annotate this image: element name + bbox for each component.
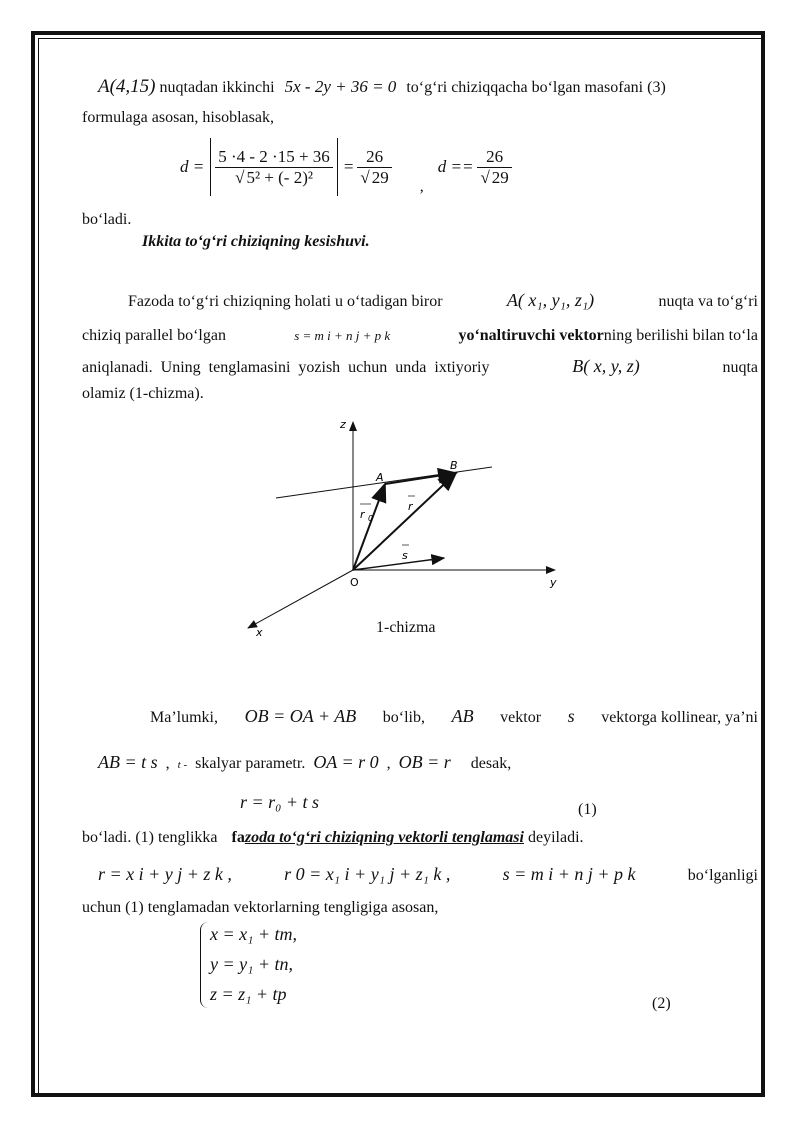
vector-r0 (353, 484, 385, 570)
label-r: r (408, 500, 413, 513)
p3-ob-r: OB = r (398, 752, 451, 772)
label-a: A (376, 471, 384, 484)
p3-malumki: Ma’lumki, (150, 709, 218, 726)
formula-d: d = (180, 157, 205, 176)
p2-text-b: nuqta va to‘g‘ri (658, 293, 758, 310)
paragraph-5: uchun (1) tenglamadan vektorlarning tengligiga asosan, (82, 899, 439, 916)
vector-s (353, 558, 444, 570)
line-equation: 5x - 2y + 36 = 0 (284, 77, 397, 96)
p4-text-b: deyiladi. (527, 829, 584, 846)
result2-denominator-wrap: √ 29 (480, 167, 509, 187)
label-y: y (550, 576, 557, 589)
result-numerator: 26 (357, 147, 391, 168)
point-a: A(4,15) (98, 76, 156, 97)
vector-r0-components: r 0 = x₁ i + y₁ j + z₁ k , (284, 864, 451, 884)
p4-term: zoda to‘g‘ri chiziqning vektorli tenglamasi (244, 829, 524, 846)
label-x: x (256, 626, 263, 639)
equation-1-number: (1) (578, 801, 597, 818)
section-heading: Ikkita to‘g‘ri chiziqning kesishuvi. (142, 233, 370, 250)
paragraph-2-line-1 (128, 290, 758, 312)
paragraph-1-line-1 (98, 76, 666, 98)
result-fraction (357, 147, 391, 188)
p2-point-a: A( x₁, y₁, z₁) (506, 290, 595, 310)
p3-eq-ob: OB = OA + AB (244, 706, 357, 726)
p3-desak: desak, (470, 755, 512, 772)
system-line-1: x = x₁ + tm, (210, 924, 298, 944)
p2-text-vektor (458, 326, 758, 346)
formula-fraction (215, 147, 333, 188)
distance-formula (180, 132, 512, 202)
label-r0-sub: 0 (368, 514, 374, 523)
formula-comma: , (419, 178, 424, 195)
formula-d2: d == (437, 157, 474, 176)
result-fraction-2 (477, 147, 511, 188)
system-line-3: z = z₁ + tp (210, 984, 287, 1004)
system-line-2: y = y₁ + tn, (210, 954, 294, 974)
text-nuqtadan: nuqtadan ikkinchi (159, 79, 275, 96)
formula-denominator-wrap: √ 5² + (- 2)² (235, 167, 313, 187)
p3-ab: AB (451, 706, 474, 726)
result-denominator: 29 (371, 167, 389, 187)
system-brace (200, 922, 209, 1008)
paragraph-1-line-2: formulaga asosan, hisoblasak, (82, 109, 274, 126)
p3-skalyar: skalyar parametr. (195, 755, 306, 772)
p4-text-a: bo‘ladi. (1) tenglikka (82, 829, 218, 846)
p2-text-a: Fazoda to‘g‘ri chiziqning holati u o‘tadigan biror (128, 293, 443, 310)
label-z: z (340, 418, 346, 431)
x-axis (248, 570, 353, 628)
formula-numerator: 5 ·4 - 2 ·15 + 36 (215, 147, 333, 168)
paragraph-2-line-2 (82, 326, 758, 346)
paragraph-4 (82, 828, 584, 848)
p2-point-b: B( x, y, z) (572, 356, 640, 376)
label-b: B (450, 459, 458, 472)
p3-comma-1: , (165, 755, 170, 772)
p2-text-chiziq: chiziq parallel bo‘lgan (82, 327, 226, 344)
paragraph-2-line-3 (82, 356, 758, 378)
paragraph-2-line-4: olamiz (1-chizma). (82, 385, 204, 402)
equation-2-number: (2) (652, 995, 671, 1012)
vector-s-components: s = m i + n j + p k (502, 864, 636, 884)
p3-comma-2: , (386, 755, 391, 772)
formula-equals: = (343, 157, 354, 176)
figure-caption: 1-chizma (376, 619, 436, 636)
result-denominator-wrap: √ 29 (360, 167, 389, 187)
p2-bold-term: yo‘naltiruvchi vektor (458, 327, 604, 344)
equation-1: r = r₀ + t s (240, 792, 320, 812)
p3-t: t - (177, 759, 188, 771)
vectors-line (98, 864, 758, 886)
result2-numerator: 26 (477, 147, 511, 168)
abs-bar-left (210, 138, 211, 196)
p3-vektor: vektor (500, 709, 542, 726)
p2-text-berilishi: ning berilishi bilan to‘la (603, 327, 758, 344)
text-bolganligi: bo‘lganligi (687, 867, 758, 884)
text-masofani: to‘g‘ri chiziqqacha bo‘lgan masofani (3) (406, 79, 666, 96)
vector-r-components: r = x i + y j + z k , (98, 864, 232, 884)
label-origin: O (350, 576, 359, 589)
p2-text-nuqta: nuqta (722, 359, 758, 376)
p2-direction-vector: s = m i + n j + p k (294, 328, 391, 343)
figure-1-diagram (240, 410, 570, 650)
paragraph-3-line-1 (150, 706, 758, 728)
formula-denominator: 5² + (- 2)² (246, 167, 313, 187)
p3-kollinear: vektorga kollinear, ya’ni (601, 709, 758, 726)
p4-bold-fa: fa (231, 829, 245, 846)
label-r0: r (360, 508, 365, 521)
p3-bolib: bo‘lib, (382, 709, 425, 726)
result2-denominator: 29 (491, 167, 509, 187)
spatial-line (276, 467, 492, 498)
label-s: s (402, 549, 408, 562)
abs-bar-right (337, 138, 338, 196)
p3-oa-r0: OA = r 0 (313, 752, 379, 772)
p3-s: s (567, 706, 575, 726)
p2-text-aniqlanadi: aniqlanadi. Uning tenglamasini yozish uchun unda ixtiyoriy (82, 359, 490, 376)
text-boladi: bo‘ladi. (82, 211, 132, 228)
paragraph-3-line-2 (98, 752, 511, 774)
p3-ab-ts: AB = t s (98, 752, 158, 772)
